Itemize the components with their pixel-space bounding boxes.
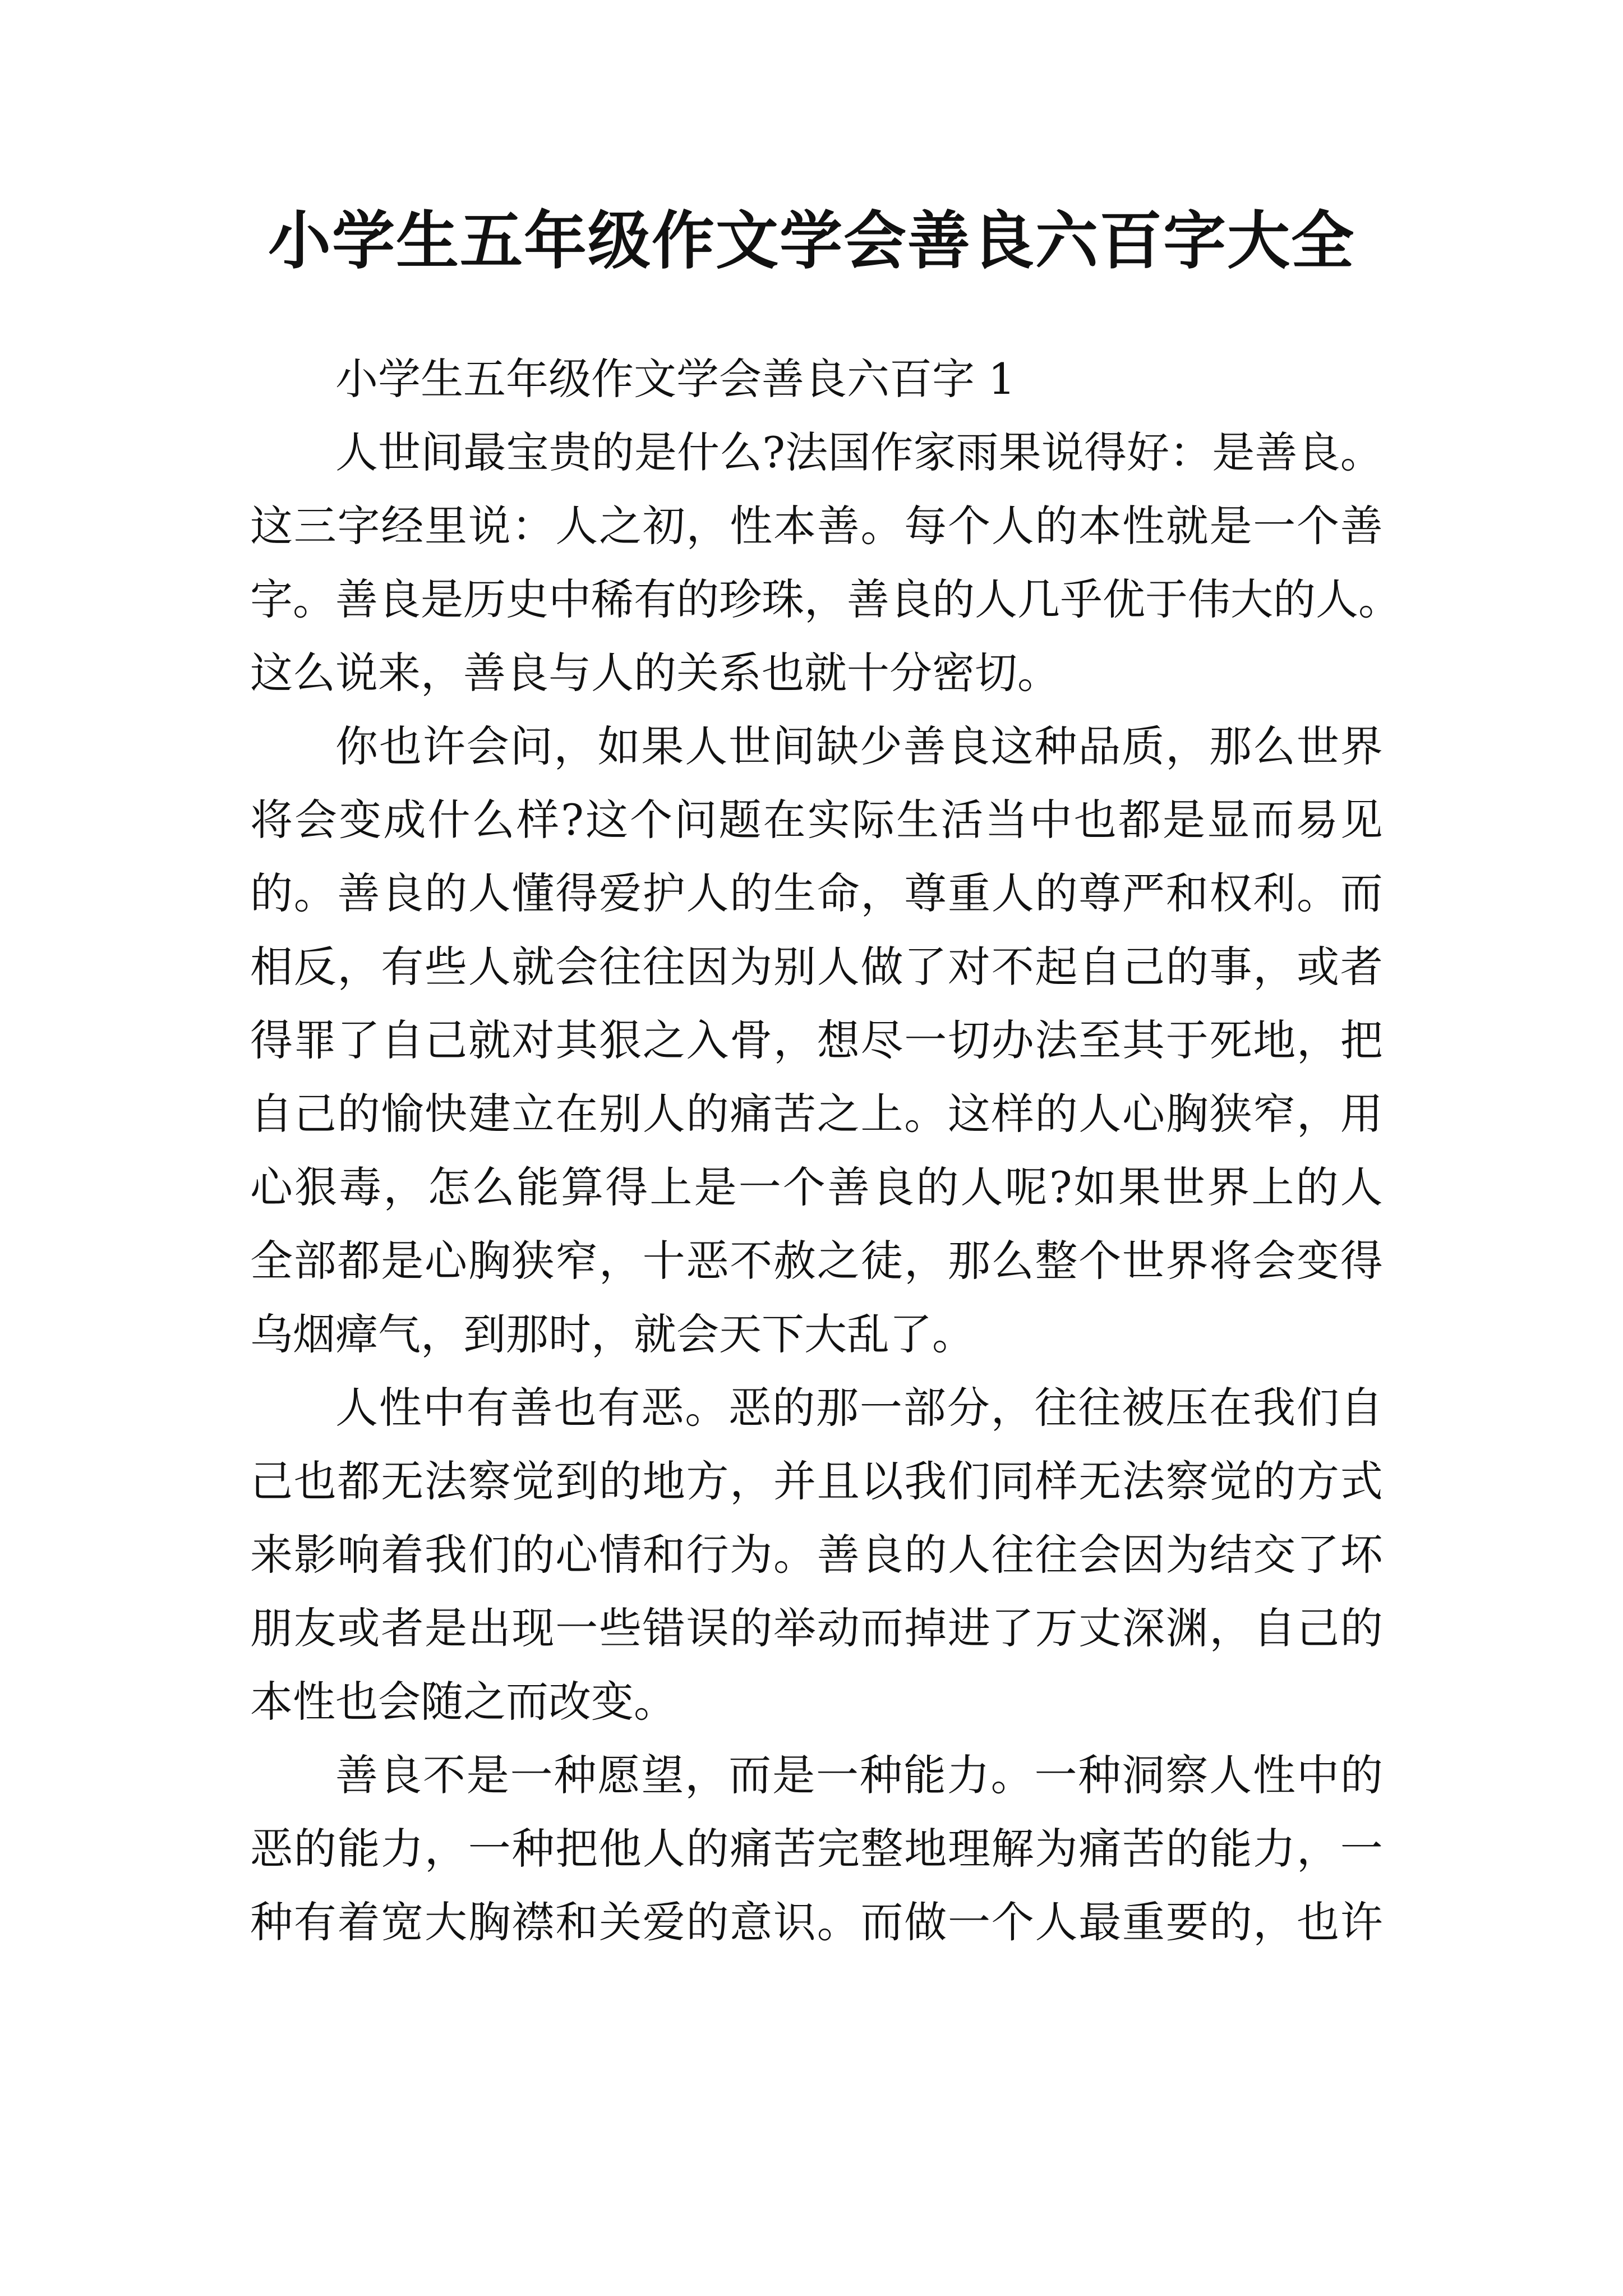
text-line: 来 影 响 着 我 们 的 心 情 和 行 为 。 善 良 的 人 往 往 会 因 为 结 交 了 坏	[250, 1530, 1383, 1580]
text-line: 全 部 都 是 心 胸 狭 窄 ， 十 恶 不 赦 之 徒 ， 那 么 整 个 世 界 将 会 变 得	[250, 1236, 1383, 1286]
text-line: 人 世 间 最 宝 贵 的 是 什 么 ? 法 国 作 家 雨 果 说 得 好 ： 是 善 良 。	[335, 427, 1383, 477]
text-line: 你 也 许 会 问 ， 如 果 人 世 间 缺 少 善 良 这 种 品 质 ， 那 么 世 界	[335, 721, 1383, 771]
section-heading	[250, 342, 1383, 416]
text-line: 本性也会随之而改变。	[250, 1677, 676, 1727]
text-line: 恶 的 能 力 ， 一 种 把 他 人 的 痛 苦 完 整 地 理 解 为 痛 苦 的 能 力 ， 一	[250, 1824, 1383, 1874]
section-heading-text: 小学生五年级作文学会善良六百字 1	[335, 354, 1016, 404]
text-line: 的 。 善 良 的 人 懂 得 爱 护 人 的 生 命 ， 尊 重 人 的 尊 严 和 权 利 。 而	[250, 868, 1383, 918]
document-body	[250, 342, 1401, 1959]
text-line: 善 良 不 是 一 种 愿 望 ， 而 是 一 种 能 力 。 一 种 洞 察 人 性 中 的	[335, 1750, 1383, 1800]
text-line: 将 会 变 成 什 么 样 ? 这 个 问 题 在 实 际 生 活 当 中 也 都 是 显 而 易 见	[250, 795, 1383, 845]
text-line: 得 罪 了 自 己 就 对 其 狠 之 入 骨 ， 想 尽 一 切 办 法 至 其 于 死 地 ， 把	[250, 1015, 1383, 1065]
text-line: 乌烟瘴气，到那时，就会天下大乱了。	[250, 1309, 975, 1359]
text-line: 相 反 ， 有 些 人 就 会 往 往 因 为 别 人 做 了 对 不 起 自 己 的 事 ， 或 者	[250, 942, 1383, 992]
text-line: 人 性 中 有 善 也 有 恶 。 恶 的 那 一 部 分 ， 往 往 被 压 在 我 们 自	[335, 1383, 1383, 1433]
text-line: 己 也 都 无 法 察 觉 到 的 地 方 ， 并 且 以 我 们 同 样 无 法 察 觉 的 方 式	[250, 1456, 1383, 1506]
text-line: 自 己 的 愉 快 建 立 在 别 人 的 痛 苦 之 上 。 这 样 的 人 心 胸 狭 窄 ， 用	[250, 1089, 1383, 1139]
text-line: 心 狠 毒 ， 怎 么 能 算 得 上 是 一 个 善 良 的 人 呢 ? 如 果 世 界 上 的 人	[250, 1162, 1383, 1212]
text-line: 朋 友 或 者 是 出 现 一 些 错 误 的 举 动 而 掉 进 了 万 丈 深 渊 ， 自 己 的	[250, 1603, 1383, 1653]
paragraph-lines	[250, 416, 1401, 1959]
text-line: 字 。 善 良 是 历 史 中 稀 有 的 珍 珠 ， 善 良 的 人 几 乎 优 于 伟 大 的 人 。	[250, 574, 1401, 624]
text-line: 这么说来，善良与人的关系也就十分密切。	[250, 648, 1060, 698]
document-title: 小学生五年级作文学会善良六百字大全	[268, 204, 1355, 278]
text-line: 种 有 着 宽 大 胸 襟 和 关 爱 的 意 识 。 而 做 一 个 人 最 重 要 的 ， 也 许	[250, 1897, 1383, 1947]
text-line: 这 三 字 经 里 说 ： 人 之 初 ， 性 本 善 。 每 个 人 的 本 性 就 是 一 个 善	[250, 501, 1383, 551]
